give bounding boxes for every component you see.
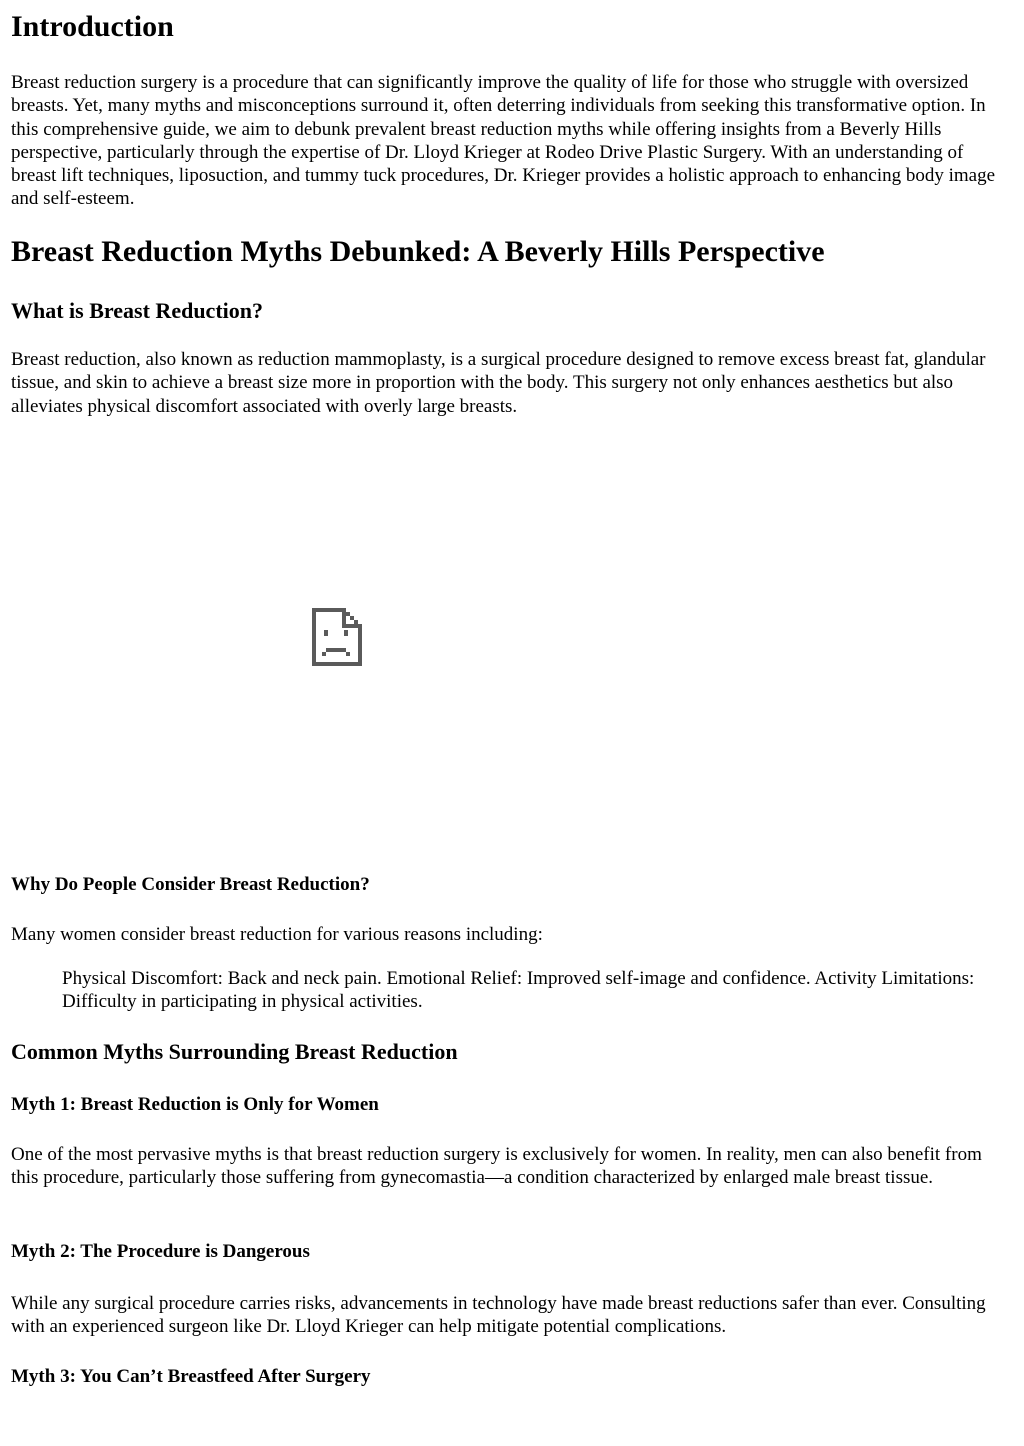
intro-paragraph: Breast reduction surgery is a procedure that can significantly improve the quality of life for those who struggle with oversized breasts. Yet, many myths and misconceptions surround it, often deterring individuals from seeking this transformative option. In this comprehensive guide, we aim to debunk prevalent breast reduction myths while offering insights from a Beverly Hills perspective, particularly through the expertise of Dr. Lloyd Krieger at Rodeo Drive Plastic Surgery. With an understanding of breast lift techniques, liposuction, and tummy tuck procedures, Dr. Krieger provides a holistic approach to enhancing body image and self-esteem.	[11, 72, 996, 210]
intro-heading: Introduction	[11, 10, 174, 43]
myth-2-heading: Myth 2: The Procedure is Dangerous	[11, 1241, 310, 1262]
reasons-blockquote: Physical Discomfort: Back and neck pain. Emotional Relief: Improved self-image and confidence. Activity Limitations: Difficulty in participating in physical activities.	[62, 968, 975, 1013]
why-heading: Why Do People Consider Breast Reduction?	[11, 874, 370, 895]
myth-1-heading: Myth 1: Breast Reduction is Only for Women	[11, 1094, 379, 1115]
broken-image-icon	[312, 608, 362, 666]
why-paragraph: Many women consider breast reduction for various reasons including:	[11, 924, 543, 945]
myth-3-heading: Myth 3: You Can’t Breastfeed After Surgery	[11, 1366, 371, 1387]
article-title: Breast Reduction Myths Debunked: A Beverly Hills Perspective	[11, 235, 825, 268]
common-myths-heading: Common Myths Surrounding Breast Reduction	[11, 1039, 458, 1064]
what-paragraph: Breast reduction, also known as reduction mammoplasty, is a surgical procedure designed to remove excess breast fat, glandular tissue, and skin to achieve a breast size more in proportion with the body. This surgery not only enhances aesthetics but also alleviates physical discomfort associated with overly large breasts.	[11, 349, 986, 417]
myth-2-paragraph: While any surgical procedure carries risks, advancements in technology have made breast reductions safer than ever. Consulting with an experienced surgeon like Dr. Lloyd Krieger can help mitigate potential complications.	[11, 1293, 986, 1338]
myth-1-paragraph: One of the most pervasive myths is that breast reduction surgery is exclusively for women. In reality, men can also benefit from this procedure, particularly those suffering from gynecomastia—a condition characterized by enlarged male breast tissue.	[11, 1144, 982, 1189]
what-heading: What is Breast Reduction?	[11, 298, 263, 323]
